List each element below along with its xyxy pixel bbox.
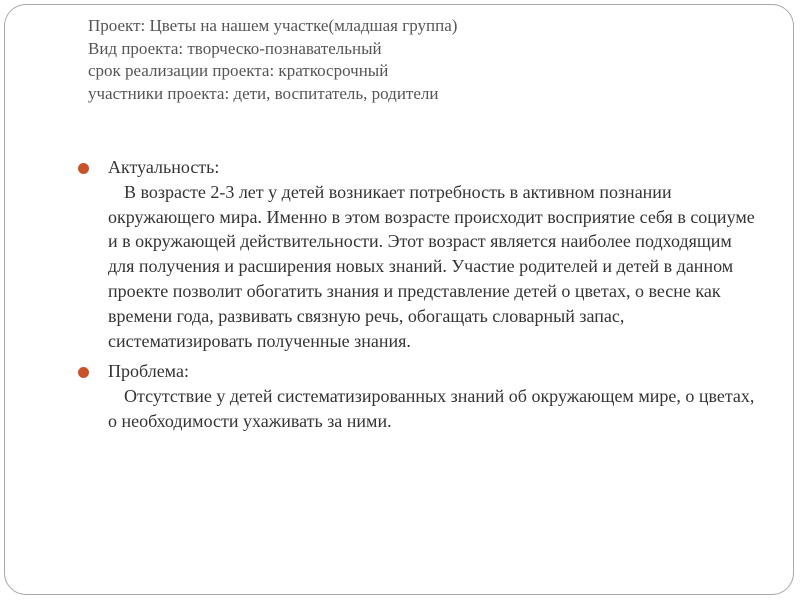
section-relevance-heading: [78, 155, 758, 180]
project-title: Проект: Цветы на нашем участке(младшая группа): [88, 16, 458, 35]
relevance-paragraph: [78, 180, 758, 354]
project-type: Вид проекта: творческо-познавательный: [88, 38, 382, 58]
project-duration: срок реализации проекта: краткосрочный: [88, 61, 389, 81]
problem-line: Отсутствие у детей систематизированных знаний об: [124, 386, 532, 407]
project-participants: участники проекта: дети, воспитатель, родители: [88, 83, 439, 103]
relevance-line: расширения новых знаний. Участие родителей и детей в данном: [238, 256, 734, 277]
relevance-line: познании окружающего мира. Именно в этом возрасте происходит: [108, 181, 672, 227]
relevance-heading-text: Актуальность:: [108, 157, 220, 177]
relevance-line: знания.: [354, 330, 411, 351]
bullet-dot-icon: [78, 163, 89, 174]
relevance-line: Этот возраст является наиболее подходящим для получения и: [108, 231, 732, 277]
relevance-line: цветах, о весне как времени года, развивать связную речь,: [108, 280, 721, 326]
bullet-dot-icon: [78, 367, 89, 378]
slide-content: [78, 155, 758, 440]
relevance-line: В возрасте 2-3 лет у детей возникает потребность в активном: [124, 181, 600, 202]
problem-line: окружающем мире, о цветах, о необходимости ухаживать за ними.: [108, 386, 755, 431]
relevance-line: восприятие себя в социуме и в окружающей действительности.: [108, 206, 755, 252]
problem-paragraph: [78, 384, 758, 434]
section-problem-heading: [78, 359, 758, 384]
project-header: [88, 15, 778, 105]
problem-heading-text: Проблема:: [108, 361, 189, 382]
relevance-line: проекте позволит обогатить знания и представление детей о: [108, 280, 575, 301]
relevance-line: обогащать словарный запас, систематизировать полученные: [108, 305, 625, 351]
